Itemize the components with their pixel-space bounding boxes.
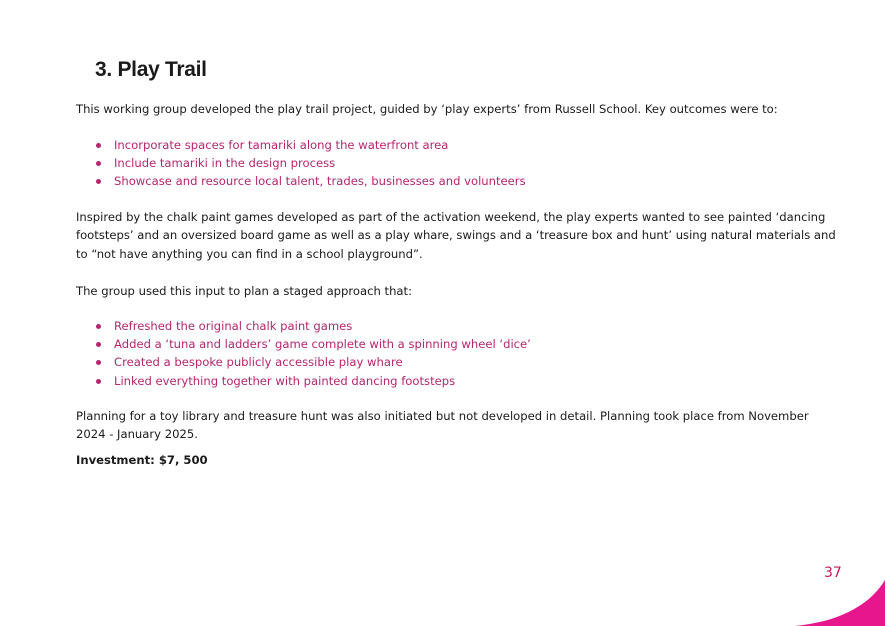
investment-line: Investment: $7, 500 bbox=[76, 453, 208, 467]
planning-paragraph: Planning for a toy library and treasure hunt was also initiated but not developed in detail. Planning took place from November 2024 - January 2025. bbox=[76, 409, 809, 442]
approach-intro-paragraph: The group used this input to plan a staged approach that: bbox=[76, 284, 412, 298]
list-item: Incorporate spaces for tamariki along the waterfront area bbox=[96, 136, 526, 154]
list-item: Refreshed the original chalk paint games bbox=[96, 317, 531, 335]
list-item: Include tamariki in the design process bbox=[96, 154, 526, 172]
section-heading: 3. Play Trail bbox=[95, 58, 207, 81]
list-item: Linked everything together with painted dancing footsteps bbox=[96, 372, 531, 390]
list-item: Added a ‘tuna and ladders’ game complete with a spinning wheel ‘dice’ bbox=[96, 335, 531, 353]
list-item: Showcase and resource local talent, trades, businesses and volunteers bbox=[96, 172, 526, 190]
list-item: Created a bespoke publicly accessible play whare bbox=[96, 353, 531, 371]
corner-swoosh bbox=[795, 580, 885, 626]
page-number: 37 bbox=[824, 565, 842, 581]
inspired-paragraph: Inspired by the chalk paint games developed as part of the activation weekend, the play experts wanted to see painted ‘dancing footsteps’ and an oversized board game as well as a play whare, swings and a ‘treasure box and hunt’ using natural materials and to “not have anything you can find in a school playground”. bbox=[76, 210, 836, 261]
intro-paragraph: This working group developed the play trail project, guided by ‘play experts’ from Russell School. Key outcomes were to: bbox=[76, 102, 778, 116]
